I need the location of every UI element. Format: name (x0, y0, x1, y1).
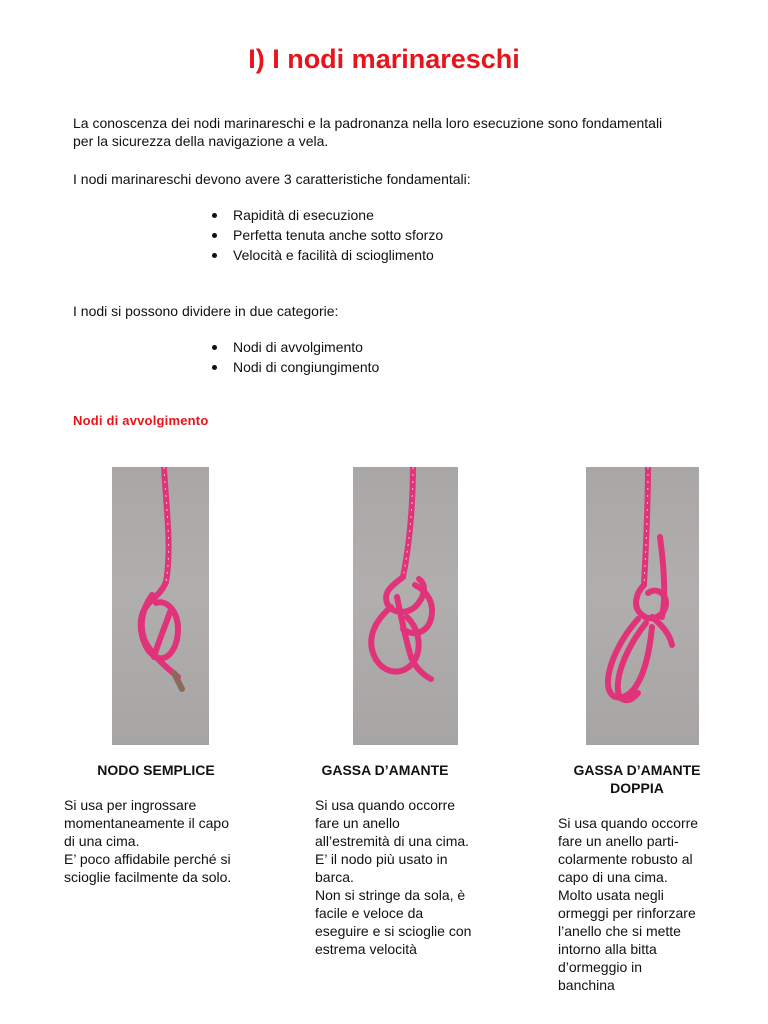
categories-intro: I nodi si possono dividere in due categorie: (73, 303, 339, 319)
list-item: Perfetta tenuta anche sotto sforzo (233, 227, 444, 243)
knot-description-gassa-damante: Si usa quando occorre fare un anello all’estremità di una cima. E’ il nodo più usato in barca. Non si stringe da sola, è facile e veloce da eseguire e si scioglie con estrema velocità (315, 797, 472, 957)
characteristics-intro: I nodi marinareschi devono avere 3 caratteristiche fondamentali: (73, 171, 471, 187)
knot-name-nodo-semplice: NODO SEMPLICE (97, 762, 215, 778)
gassa-damante-doppia-photo (586, 467, 699, 745)
categories-list (233, 337, 379, 377)
list-item: Nodi di avvolgimento (233, 337, 379, 357)
rope-knot-illustration (353, 467, 458, 745)
list-item: Velocità e facilità di scioglimento (233, 245, 443, 265)
gassa-damante-photo (353, 467, 458, 745)
characteristics-list (233, 205, 443, 265)
rope-knot-illustration (586, 467, 699, 745)
knot-name-gassa-damante: GASSA D’AMANTE (321, 762, 449, 778)
section-title: Nodi di avvolgimento (73, 413, 209, 428)
list-item: Rapidità di esecuzione (233, 205, 443, 225)
rope-knot-illustration (112, 467, 209, 745)
nodo-semplice-photo (112, 467, 209, 745)
intro-paragraph: La conoscenza dei nodi marinareschi e la padronanza nella loro esecuzione sono fondamentali per la sicurezza della navigazione a vela. (73, 115, 663, 149)
knot-description-nodo-semplice: Si usa per ingrossare momentaneamente il capo di una cima. E’ poco affidabile perché si scioglie facilmente da solo. (64, 797, 232, 885)
knot-description-gassa-damante-doppia: Si usa quando occorre fare un anello parti- colarmente robusto al capo di una cima. Molto usata negli ormeggi per rinforzare l’anello che si mette intorno alla bitta d’ormeggio in banchina (558, 815, 699, 993)
page-title: I) I nodi marinareschi (248, 44, 520, 74)
list-item: Nodi di congiungimento (233, 359, 380, 375)
knot-name-gassa-damante-doppia: GASSA D’AMANTE DOPPIA (573, 762, 701, 796)
